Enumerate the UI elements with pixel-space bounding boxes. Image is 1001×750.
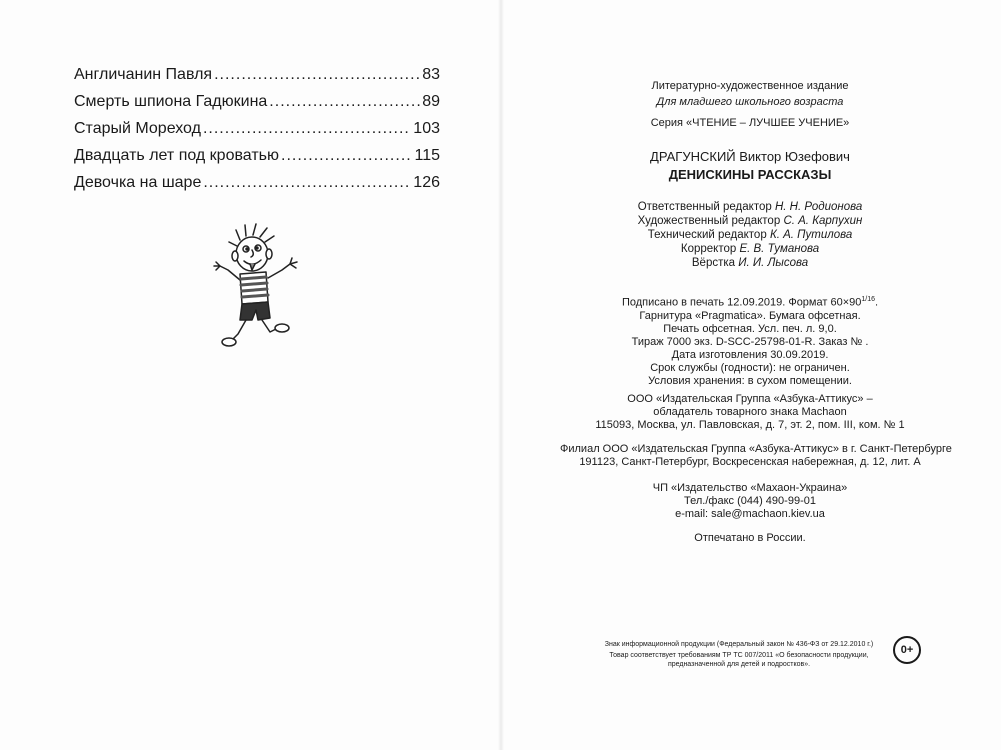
- author-name: ДРАГУНСКИЙ Виктор Юзефович: [650, 149, 850, 164]
- printed-in-text: Отпечатано в России.: [694, 532, 806, 544]
- toc-leader-dots: [203, 174, 411, 192]
- credit-line: Ответственный редактор Н. Н. Родионова: [637, 201, 863, 213]
- toc-leader-dots: [281, 147, 412, 165]
- branch-line: Филиал ООО «Издательская Группа «Азбука-Аттикус» в г. Санкт-Петербурге: [560, 443, 952, 455]
- ukraine-line: ЧП «Издательство «Махаон-Украина»: [652, 482, 848, 494]
- storage-line: Условия хранения: в сухом помещении.: [648, 374, 852, 387]
- page-gutter: [498, 0, 504, 750]
- toc-entry-page: 115: [414, 147, 440, 164]
- toc-entry-title: Англичанин Павля: [74, 66, 213, 83]
- edition-type: Литературно-художественное издание: [651, 80, 849, 92]
- age-rating-badge: 0+: [893, 636, 921, 664]
- toc-entry: [74, 120, 440, 147]
- toc-entry-title: Смерть шпиона Гадюкина: [74, 93, 268, 110]
- credits-list: [560, 200, 940, 270]
- credit-line: Вёрстка И. И. Лысова: [691, 257, 809, 269]
- toc-leader-dots: [269, 93, 420, 111]
- compliance-text: предназначенной для детей и подростков».: [667, 661, 811, 668]
- toc-entry-title: Двадцать лет под кроватью: [74, 147, 280, 164]
- ukraine-line: Тел./факс (044) 490-99-01: [684, 495, 816, 507]
- toc-entry-title: Девочка на шаре: [74, 174, 202, 191]
- toc-entry-page: 103: [413, 120, 440, 137]
- publisher-block: [560, 393, 940, 432]
- run-line: Тираж 7000 экз. D-SCC-25798-01-R. Заказ № .: [631, 335, 869, 348]
- credit-line: Художественный редактор С. А. Карпухин: [637, 215, 863, 227]
- printing-line: Печать офсетная. Усл. печ. л. 9,0.: [663, 322, 837, 335]
- book-title: ДЕНИСКИНЫ РАССКАЗЫ: [668, 167, 832, 182]
- toc-entry-page: 89: [422, 93, 440, 110]
- publisher-line: обладатель товарного знака Machaon: [653, 406, 847, 418]
- credit-line: Корректор Е. В. Туманова: [680, 243, 820, 255]
- ukraine-email: e-mail: sale@machaon.kiev.ua: [675, 508, 825, 520]
- credit-line: Технический редактор К. А. Путилова: [647, 229, 853, 241]
- book-heading: [560, 150, 940, 181]
- toc-entry: [74, 66, 440, 93]
- compliance-text: Товар соответствует требованиям ТР ТС 007/2011 «О безопасности продукции,: [609, 652, 869, 659]
- audience-note: Для младшего школьного возраста: [656, 96, 844, 108]
- printed-in: [560, 532, 940, 545]
- series-name: Серия «ЧТЕНИЕ – ЛУЧШЕЕ УЧЕНИЕ»: [650, 117, 850, 129]
- toc-entry: [74, 147, 440, 174]
- branch-line: 191123, Санкт-Петербург, Воскресенская набережная, д. 12, лит. А: [579, 456, 921, 468]
- legal-footer: [574, 640, 904, 669]
- toc-entry: [74, 93, 440, 120]
- branch-block: [560, 443, 952, 469]
- imprint-header: [560, 80, 940, 130]
- publisher-line: 115093, Москва, ул. Павловская, д. 7, эт. 2, пом. III, ком. № 1: [595, 419, 905, 431]
- typeface-line: Гарнитура «Pragmatica». Бумага офсетная.: [639, 309, 861, 322]
- ukraine-block: [560, 482, 940, 521]
- shelf-life-line: Срок службы (годности): не ограничен.: [650, 361, 850, 374]
- date-line: Дата изготовления 30.09.2019.: [671, 348, 829, 361]
- toc-leader-dots: [203, 120, 411, 138]
- cartoon-boy-icon: [210, 222, 302, 352]
- toc-entry-page: 83: [422, 66, 440, 83]
- print-details: [560, 293, 940, 388]
- signed-line: Подписано в печать 12.09.2019. Формат $60\times 90^{1/16}$.: [621, 296, 879, 309]
- table-of-contents: [74, 66, 440, 201]
- info-mark-text: Знак информационной продукции (Федеральный закон № 436-ФЗ от 29.12.2010 г.): [604, 641, 874, 648]
- toc-leader-dots: [214, 66, 420, 84]
- toc-entry-page: 126: [413, 174, 440, 191]
- publisher-line: ООО «Издательская Группа «Азбука-Аттикус» –: [627, 393, 873, 405]
- toc-entry-title: Старый Мореход: [74, 120, 201, 137]
- toc-entry: [74, 174, 440, 201]
